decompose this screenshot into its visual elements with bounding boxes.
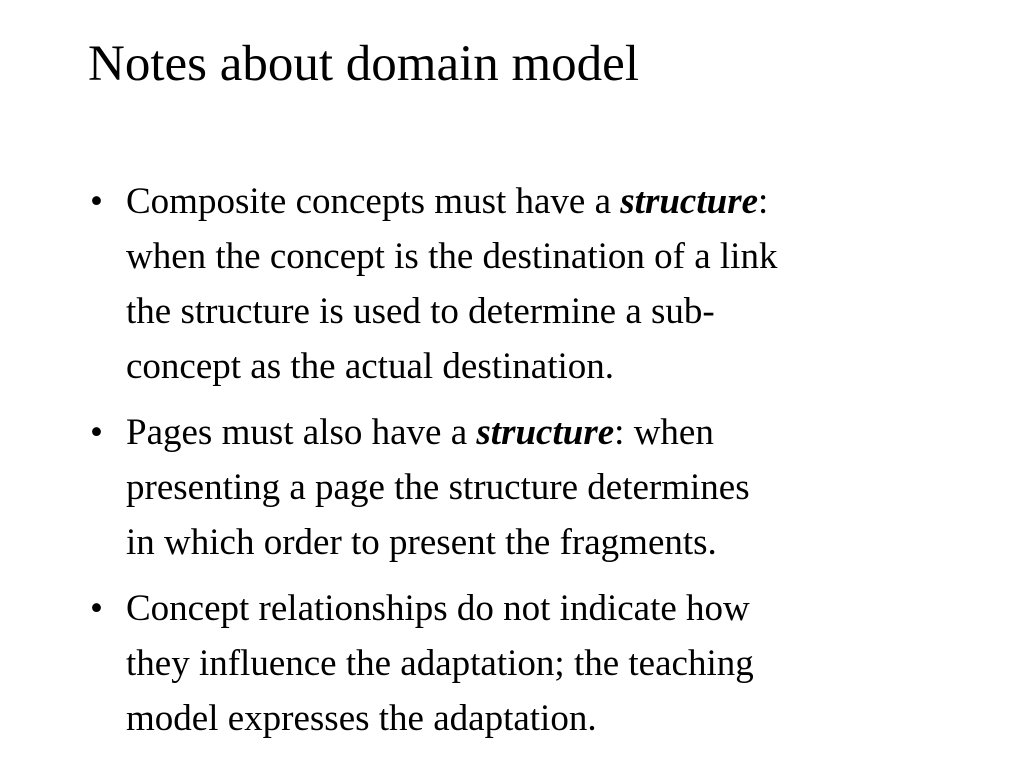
bullet-text: when the concept is the destination of a link xyxy=(126,236,778,277)
bullet-line xyxy=(126,691,948,746)
bullet-text: model expresses the adaptation. xyxy=(126,698,597,739)
slide-title: Notes about domain model xyxy=(88,36,639,92)
bullet-line xyxy=(126,405,948,460)
bullet-line xyxy=(126,174,948,229)
bullet-line xyxy=(126,284,948,339)
emphasis-text: structure xyxy=(476,412,615,453)
bullet-text: presenting a page the structure determines xyxy=(126,467,750,508)
bullet-text: Composite concepts must have a xyxy=(126,181,621,222)
bullet-line xyxy=(126,515,948,570)
bullet-line xyxy=(126,339,948,394)
bullet-text: the structure is used to determine a sub- xyxy=(126,291,715,332)
bullet-line xyxy=(126,581,948,636)
bullet-line xyxy=(126,229,948,284)
bullet-line xyxy=(126,460,948,515)
bullet-item-2 xyxy=(88,405,948,570)
emphasis-text: structure xyxy=(620,181,759,222)
bullet-text: Pages must also have a xyxy=(126,412,477,453)
bullet-icon: • xyxy=(90,588,103,629)
bullet-text: concept as the actual destination. xyxy=(126,346,615,387)
bullet-icon: • xyxy=(90,412,103,453)
bullet-text: : xyxy=(758,181,769,222)
bullet-text: Concept relationships do not indicate how xyxy=(126,588,750,629)
bullet-icon: • xyxy=(90,181,103,222)
bullet-list xyxy=(88,174,948,757)
bullet-text: in which order to present the fragments. xyxy=(126,522,717,563)
bullet-item-3 xyxy=(88,581,948,746)
bullet-item-1 xyxy=(88,174,948,394)
bullet-line xyxy=(126,636,948,691)
bullet-text: they influence the adaptation; the teaching xyxy=(126,643,754,684)
bullet-text: : when xyxy=(614,412,714,453)
